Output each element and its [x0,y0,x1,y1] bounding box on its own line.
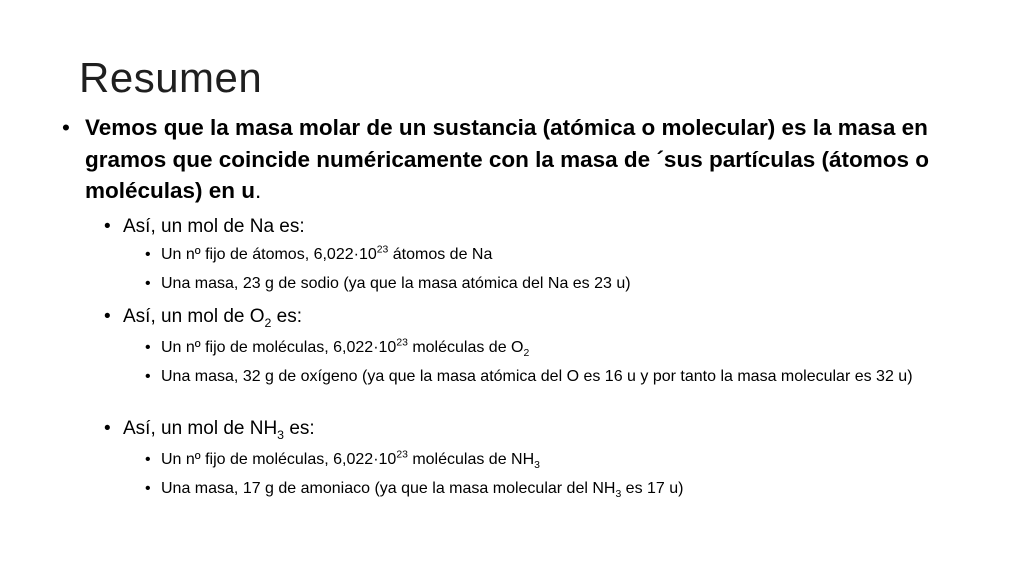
subscript: 3 [277,427,285,442]
subscript: 3 [534,460,540,472]
item-text: Un nº fijo de moléculas, 6,022·10 [161,339,397,356]
group-heading-o2 [104,305,303,330]
bullet: • [145,451,151,468]
exponent: 23 [396,449,408,461]
bullet: • [104,306,111,327]
bullet: • [145,368,151,385]
item-text: Una masa, 32 g de oxígeno (ya que la masa atómica del O es 16 u y por tanto la masa molecular es 32 u) [161,368,913,385]
group-heading-text: Así, un mol de NH [123,418,278,439]
item-text: Un nº fijo de átomos, 6,022·10 [161,246,377,263]
bullet: • [145,339,151,356]
subscript: 2 [523,348,530,360]
group-heading-text: Así, un mol de O [123,306,265,327]
group-heading-text-cont: es: [284,418,315,439]
main-point-text: Vemos que la masa molar de un sustancia (atómica o molecular) es la masa en gramos que coincide numéricamente con la masa de ´sus partículas (átomos o moléculas) en u [85,115,930,203]
list-item [145,337,921,360]
subscript: 3 [615,489,622,501]
bullet: • [145,246,151,263]
exponent: 23 [396,337,408,349]
item-text-cont: átomos de Na [388,246,493,263]
list-item [145,367,921,387]
item-text-cont: es 17 u) [621,480,684,497]
bullet: • [62,115,70,140]
item-text: Una masa, 23 g de sodio (ya que la masa atómica del Na es 23 u) [161,275,631,292]
bullet: • [104,216,111,237]
item-text: Una masa, 17 g de amoniaco (ya que la masa molecular del NH [161,480,616,497]
group-heading-text-cont: es: [271,306,303,327]
group-heading-na [104,215,305,239]
main-point-end: . [255,178,262,203]
list-item [145,274,921,294]
bullet: • [145,480,151,497]
list-item [145,449,921,472]
group-heading-nh3 [104,417,315,442]
slide-title: Resumen [79,54,263,101]
item-text: Un nº fijo de moléculas, 6,022·10 [161,451,397,468]
group-heading-text: Así, un mol de Na es: [123,216,305,237]
list-item [145,479,921,501]
exponent: 23 [376,244,389,256]
subscript: 2 [264,315,272,330]
item-text-cont: moléculas de O [407,339,524,356]
bullet: • [145,275,151,292]
bullet: • [104,418,111,439]
item-text-cont: moléculas de NH [407,451,535,468]
list-item [145,244,921,265]
main-point [62,112,965,207]
